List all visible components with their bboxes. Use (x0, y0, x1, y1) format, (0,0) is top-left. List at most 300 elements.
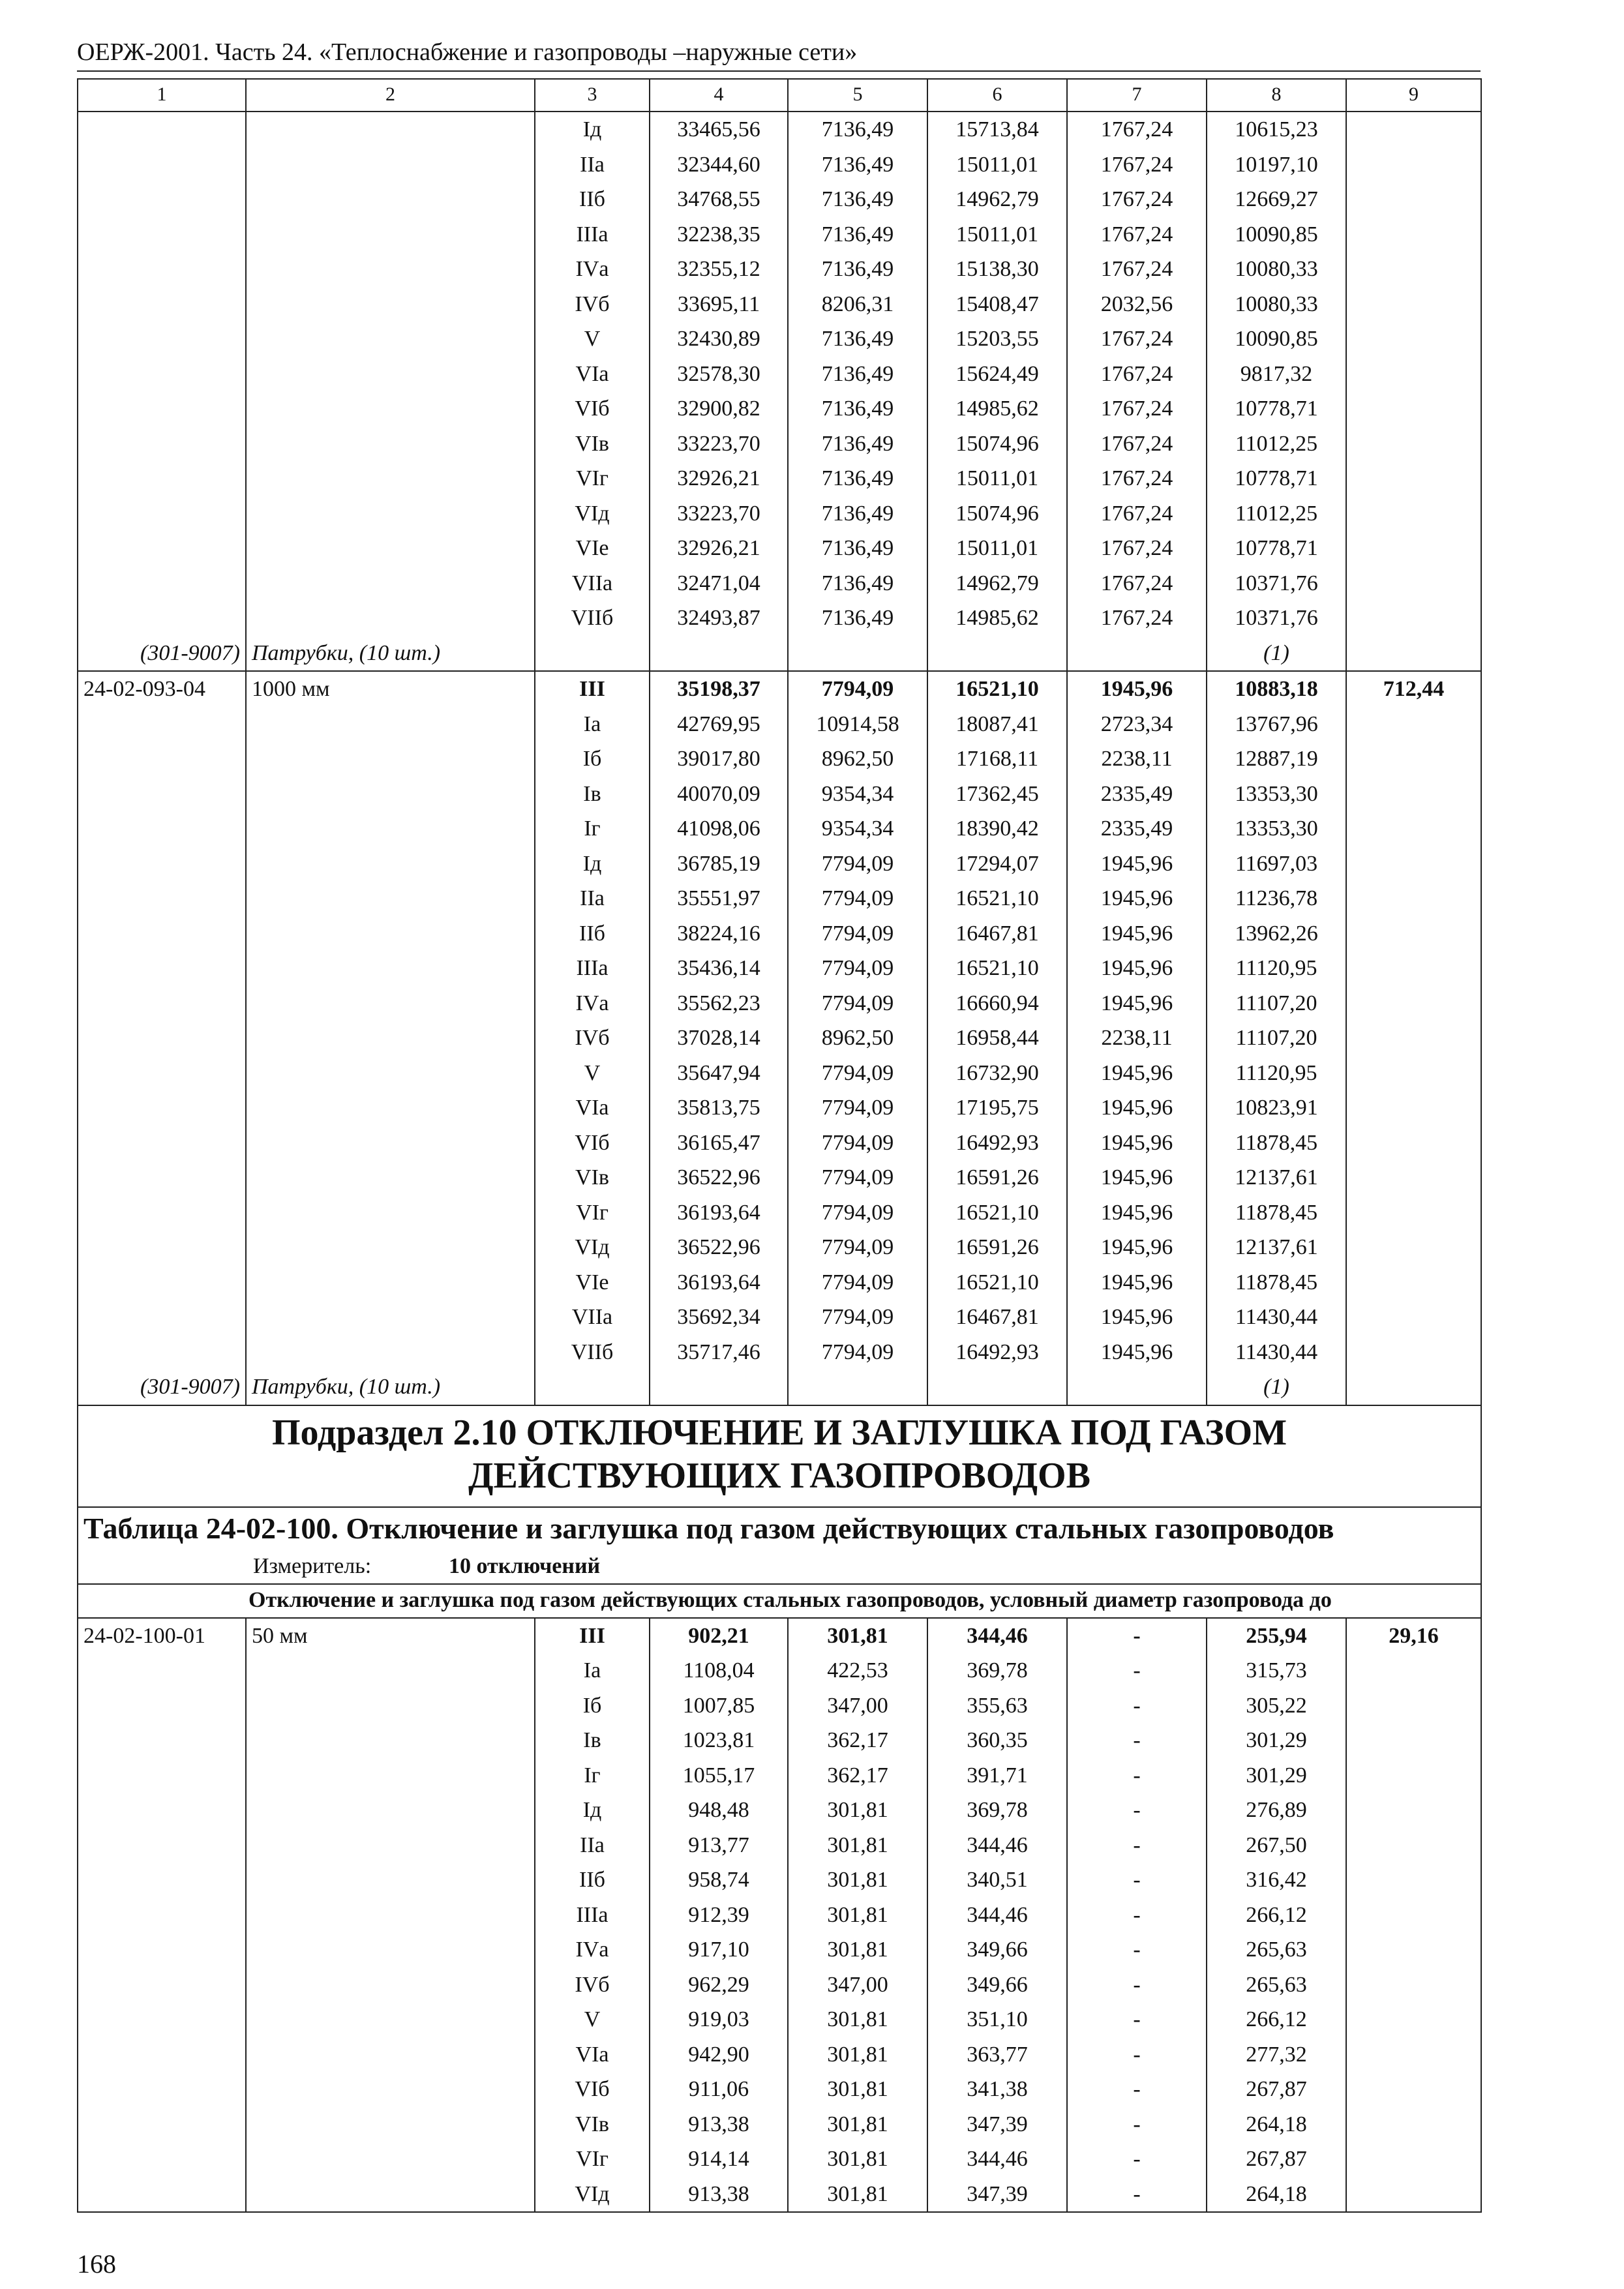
table-row (78, 252, 1481, 287)
value-cell: 16492,93 (927, 1335, 1067, 1370)
value-cell: 266,12 (1207, 1898, 1346, 1933)
col9-cell (1346, 777, 1481, 812)
value-cell: 32926,21 (650, 461, 788, 496)
value-cell: 17294,07 (927, 846, 1067, 882)
value-cell: 349,66 (927, 1967, 1067, 2003)
value-cell: 913,38 (650, 2177, 788, 2213)
table-row (78, 2037, 1481, 2072)
value-cell: 8962,50 (788, 741, 927, 777)
value-cell: 1767,24 (1067, 322, 1207, 357)
value-cell: 1945,96 (1067, 1126, 1207, 1161)
value-cell: 32900,82 (650, 391, 788, 426)
value-cell: 301,81 (788, 1618, 927, 1654)
zone-cell: IIб (535, 182, 650, 217)
value-cell: - (1067, 2037, 1207, 2072)
code-cell (78, 391, 246, 426)
zone-cell: Iа (535, 707, 650, 742)
value-cell: 15011,01 (927, 531, 1067, 566)
name-cell (246, 741, 535, 777)
value-cell: 10371,76 (1207, 601, 1346, 636)
name-cell (246, 391, 535, 426)
value-cell: 255,94 (1207, 1618, 1346, 1654)
table-row (78, 566, 1481, 601)
value-cell: 902,21 (650, 1618, 788, 1654)
value-cell: 1945,96 (1067, 986, 1207, 1021)
table-row (78, 391, 1481, 426)
value-cell: 316,42 (1207, 1863, 1346, 1898)
value-cell: 7136,49 (788, 182, 927, 217)
value-cell: 7794,09 (788, 986, 927, 1021)
value-cell: 301,81 (788, 1898, 927, 1933)
value-cell: 18087,41 (927, 707, 1067, 742)
value-cell: 7794,09 (788, 1126, 927, 1161)
zone-cell: IVа (535, 986, 650, 1021)
col9-cell (1346, 112, 1481, 147)
table-row (78, 2002, 1481, 2037)
value-cell: 1767,24 (1067, 252, 1207, 287)
value-cell: 265,63 (1207, 1932, 1346, 1967)
code-cell (78, 287, 246, 322)
zone-cell: IIIа (535, 217, 650, 252)
value-cell: 919,03 (650, 2002, 788, 2037)
zone-cell: III (535, 1618, 650, 1654)
header-rule (77, 70, 1481, 72)
value-cell: 1767,24 (1067, 112, 1207, 147)
value-cell: 369,78 (927, 1793, 1067, 1828)
value-cell: 344,46 (927, 2142, 1067, 2177)
value-cell: 1945,96 (1067, 1056, 1207, 1091)
col9-cell (1346, 1653, 1481, 1688)
col9-cell (1346, 252, 1481, 287)
value-cell: 1945,96 (1067, 1335, 1207, 1370)
value-cell: 10371,76 (1207, 566, 1346, 601)
value-cell: 1945,96 (1067, 881, 1207, 916)
value-cell: 7136,49 (788, 322, 927, 357)
zone-cell: Iд (535, 846, 650, 882)
value-cell: 36522,96 (650, 1230, 788, 1265)
value-cell: 1945,96 (1067, 1090, 1207, 1126)
value-cell: - (1067, 2072, 1207, 2107)
zone-cell: Iб (535, 1688, 650, 1724)
value-cell: 422,53 (788, 1653, 927, 1688)
code-cell (78, 531, 246, 566)
zone-cell: VIг (535, 1195, 650, 1231)
zone-cell: Iв (535, 777, 650, 812)
table-row (78, 1195, 1481, 1231)
value-cell: 17362,45 (927, 777, 1067, 812)
col9-cell (1346, 1195, 1481, 1231)
name-cell (246, 1793, 535, 1828)
col9-cell (1346, 1967, 1481, 2003)
value-cell: 7136,49 (788, 461, 927, 496)
table-row (78, 777, 1481, 812)
value-cell: 9354,34 (788, 811, 927, 846)
name-cell (246, 951, 535, 986)
resource-name: Патрубки, (10 шт.) (246, 636, 535, 672)
value-cell: 32430,89 (650, 322, 788, 357)
main-row (78, 1618, 1481, 1654)
name-cell (246, 707, 535, 742)
col9-cell (1346, 881, 1481, 916)
code-cell (78, 1126, 246, 1161)
code-cell (78, 1021, 246, 1056)
value-cell: 7794,09 (788, 1335, 927, 1370)
main-row (78, 671, 1481, 707)
value-cell: 14962,79 (927, 182, 1067, 217)
code-cell (78, 252, 246, 287)
table-title-row (78, 1507, 1481, 1551)
name-cell (246, 287, 535, 322)
zone-cell: IIа (535, 1828, 650, 1863)
value-cell: 1767,24 (1067, 601, 1207, 636)
value-cell: 15011,01 (927, 217, 1067, 252)
code-cell (78, 1688, 246, 1724)
value-cell: 351,10 (927, 2002, 1067, 2037)
code-cell (78, 566, 246, 601)
table-body (78, 79, 1481, 2212)
resource-qty: (1) (1207, 636, 1346, 672)
table-row (78, 461, 1481, 496)
value-cell: - (1067, 2142, 1207, 2177)
code-cell (78, 2072, 246, 2107)
name-cell (246, 777, 535, 812)
code-cell (78, 2177, 246, 2213)
value-cell: 7136,49 (788, 496, 927, 531)
resource-code: (301-9007) (78, 1369, 246, 1405)
table-row (78, 986, 1481, 1021)
value-cell: 1767,24 (1067, 217, 1207, 252)
name-cell (246, 182, 535, 217)
value-cell: 41098,06 (650, 811, 788, 846)
value-cell: 7136,49 (788, 357, 927, 392)
col9-cell: 29,16 (1346, 1618, 1481, 1654)
value-cell: 2723,34 (1067, 707, 1207, 742)
value-cell: 16958,44 (927, 1021, 1067, 1056)
value-cell: 11012,25 (1207, 426, 1346, 462)
empty-cell (788, 636, 927, 672)
zone-cell: V (535, 1056, 650, 1091)
value-cell: 1945,96 (1067, 671, 1207, 707)
col9-cell (1346, 147, 1481, 183)
zone-cell: IVб (535, 1021, 650, 1056)
col9-cell (1346, 741, 1481, 777)
zone-cell: VIе (535, 531, 650, 566)
zone-cell: VIв (535, 2107, 650, 2142)
name-cell (246, 916, 535, 951)
value-cell: 7794,09 (788, 881, 927, 916)
col9-cell (1346, 1688, 1481, 1724)
zone-cell: Iа (535, 1653, 650, 1688)
value-cell: 15011,01 (927, 461, 1067, 496)
col9-cell (1346, 566, 1481, 601)
col9-cell (1346, 1300, 1481, 1335)
value-cell: 2335,49 (1067, 811, 1207, 846)
value-cell: 16591,26 (927, 1160, 1067, 1195)
table-row (78, 601, 1481, 636)
table-row (78, 811, 1481, 846)
zone-cell: IIа (535, 881, 650, 916)
col9-cell (1346, 916, 1481, 951)
value-cell: 10090,85 (1207, 322, 1346, 357)
table-row (78, 2072, 1481, 2107)
value-cell: 913,38 (650, 2107, 788, 2142)
value-cell: 7136,49 (788, 601, 927, 636)
empty-cell (650, 636, 788, 672)
code-cell (78, 1335, 246, 1370)
table-row (78, 531, 1481, 566)
zone-cell: Iб (535, 741, 650, 777)
code-cell (78, 1863, 246, 1898)
zone-cell: VIIа (535, 566, 650, 601)
name-cell (246, 1056, 535, 1091)
value-cell: 305,22 (1207, 1688, 1346, 1724)
value-cell: 1767,24 (1067, 461, 1207, 496)
column-number: 2 (246, 79, 535, 112)
value-cell: 15011,01 (927, 147, 1067, 183)
name-cell (246, 1160, 535, 1195)
value-cell: 40070,09 (650, 777, 788, 812)
value-cell: 341,38 (927, 2072, 1067, 2107)
zone-cell: Iг (535, 1758, 650, 1793)
value-cell: 301,29 (1207, 1723, 1346, 1758)
name-cell (246, 1967, 535, 2003)
code-cell (78, 881, 246, 916)
value-cell: 18390,42 (927, 811, 1067, 846)
col9-cell (1346, 1335, 1481, 1370)
table-row (78, 1230, 1481, 1265)
value-cell: 1945,96 (1067, 1300, 1207, 1335)
code-cell (78, 1898, 246, 1933)
code-cell (78, 112, 246, 147)
value-cell: 7794,09 (788, 671, 927, 707)
value-cell: 38224,16 (650, 916, 788, 951)
value-cell: 16467,81 (927, 916, 1067, 951)
zone-cell: VIб (535, 1126, 650, 1161)
value-cell: 15203,55 (927, 322, 1067, 357)
table-row (78, 916, 1481, 951)
name-cell (246, 1126, 535, 1161)
value-cell: 36193,64 (650, 1265, 788, 1300)
name-cell (246, 1090, 535, 1126)
value-cell: 347,39 (927, 2107, 1067, 2142)
value-cell: 32355,12 (650, 252, 788, 287)
value-cell: 10883,18 (1207, 671, 1346, 707)
name-cell (246, 1195, 535, 1231)
code-cell (78, 1300, 246, 1335)
code-cell (78, 2037, 246, 2072)
zone-cell: VIв (535, 426, 650, 462)
value-cell: 2335,49 (1067, 777, 1207, 812)
value-cell: 36522,96 (650, 1160, 788, 1195)
value-cell: 301,81 (788, 2107, 927, 2142)
value-cell: 1007,85 (650, 1688, 788, 1724)
name-cell (246, 357, 535, 392)
document-header: ОЕРЖ-2001. Часть 24. «Теплоснабжение и газопроводы –наружные сети» (77, 38, 858, 66)
name-cell (246, 2002, 535, 2037)
zone-cell: VIа (535, 2037, 650, 2072)
measure-cell (78, 1551, 1481, 1584)
table-row (78, 357, 1481, 392)
value-cell: 913,77 (650, 1828, 788, 1863)
name-cell (246, 846, 535, 882)
value-cell: - (1067, 1618, 1207, 1654)
price-table (77, 78, 1482, 2213)
value-cell: 10778,71 (1207, 461, 1346, 496)
value-cell: 301,81 (788, 1863, 927, 1898)
empty-cell (1346, 636, 1481, 672)
value-cell: 11697,03 (1207, 846, 1346, 882)
code-cell (78, 1160, 246, 1195)
value-cell: 17168,11 (927, 741, 1067, 777)
value-cell: - (1067, 2107, 1207, 2142)
value-cell: 16660,94 (927, 986, 1067, 1021)
value-cell: - (1067, 1898, 1207, 1933)
table-description: Отключение и заглушка под газом действующих стальных газопроводов, условный диаметр газопровода до (246, 1584, 1481, 1618)
value-cell: 11107,20 (1207, 986, 1346, 1021)
value-cell: 301,81 (788, 2002, 927, 2037)
value-cell: 35198,37 (650, 671, 788, 707)
value-cell: 362,17 (788, 1723, 927, 1758)
value-cell: 13962,26 (1207, 916, 1346, 951)
value-cell: 36785,19 (650, 846, 788, 882)
value-cell: 7794,09 (788, 1056, 927, 1091)
zone-cell: III (535, 671, 650, 707)
table-title: Таблица 24-02-100. Отключение и заглушка под газом действующих стальных газопроводов (78, 1507, 1481, 1551)
name-cell (246, 601, 535, 636)
col9-cell (1346, 1758, 1481, 1793)
col9-cell (1346, 1160, 1481, 1195)
resource-qty: (1) (1207, 1369, 1346, 1405)
name-cell (246, 426, 535, 462)
value-cell: 14962,79 (927, 566, 1067, 601)
code-cell (78, 741, 246, 777)
col9-cell (1346, 707, 1481, 742)
value-cell: 10080,33 (1207, 287, 1346, 322)
value-cell: 362,17 (788, 1758, 927, 1793)
value-cell: 7794,09 (788, 1160, 927, 1195)
value-cell: 301,81 (788, 2072, 927, 2107)
value-cell: 276,89 (1207, 1793, 1346, 1828)
name-cell (246, 1828, 535, 1863)
value-cell: 277,32 (1207, 2037, 1346, 2072)
value-cell: 11430,44 (1207, 1335, 1346, 1370)
zone-cell: IIIа (535, 1898, 650, 1933)
value-cell: 13353,30 (1207, 777, 1346, 812)
page-number: 168 (77, 2249, 116, 2279)
value-cell: 363,77 (927, 2037, 1067, 2072)
table-row (78, 217, 1481, 252)
code-cell (78, 182, 246, 217)
zone-cell: V (535, 2002, 650, 2037)
code-cell (78, 461, 246, 496)
value-cell: 12669,27 (1207, 182, 1346, 217)
col9-cell (1346, 357, 1481, 392)
value-cell: 16732,90 (927, 1056, 1067, 1091)
zone-cell: Iд (535, 112, 650, 147)
col9-cell (1346, 1021, 1481, 1056)
table-row (78, 426, 1481, 462)
value-cell: 10778,71 (1207, 391, 1346, 426)
table-row (78, 1056, 1481, 1091)
zone-cell: IIб (535, 1863, 650, 1898)
value-cell: 36165,47 (650, 1126, 788, 1161)
code-cell (78, 811, 246, 846)
name-cell (246, 2142, 535, 2177)
value-cell: 369,78 (927, 1653, 1067, 1688)
code-cell (78, 1758, 246, 1793)
col9-cell (1346, 951, 1481, 986)
value-cell: 1945,96 (1067, 1195, 1207, 1231)
value-cell: 16467,81 (927, 1300, 1067, 1335)
value-cell: 11107,20 (1207, 1021, 1346, 1056)
value-cell: 2032,56 (1067, 287, 1207, 322)
value-cell: 15713,84 (927, 112, 1067, 147)
col9-cell (1346, 1723, 1481, 1758)
code-cell (78, 1932, 246, 1967)
table-row (78, 1758, 1481, 1793)
col9-cell (1346, 182, 1481, 217)
col9-cell (1346, 2037, 1481, 2072)
zone-cell: VIIб (535, 1335, 650, 1370)
table-row (78, 496, 1481, 531)
col9-cell (1346, 2072, 1481, 2107)
empty-cell (650, 1369, 788, 1405)
value-cell: 8206,31 (788, 287, 927, 322)
col9-cell (1346, 846, 1481, 882)
code-cell (78, 1653, 246, 1688)
value-cell: 340,51 (927, 1863, 1067, 1898)
zone-cell: IVа (535, 252, 650, 287)
value-cell: 13767,96 (1207, 707, 1346, 742)
value-cell: 1767,24 (1067, 496, 1207, 531)
code-cell: 24-02-100-01 (78, 1618, 246, 1654)
col9-cell (1346, 322, 1481, 357)
col9-cell (1346, 1090, 1481, 1126)
code-cell (78, 951, 246, 986)
value-cell: 35692,34 (650, 1300, 788, 1335)
col9-cell (1346, 2107, 1481, 2142)
value-cell: 11120,95 (1207, 951, 1346, 986)
value-cell: 1945,96 (1067, 1160, 1207, 1195)
col9-cell (1346, 1932, 1481, 1967)
empty-cell (788, 1369, 927, 1405)
name-cell (246, 1300, 535, 1335)
col9-cell (1346, 1265, 1481, 1300)
col9-cell (1346, 287, 1481, 322)
zone-cell: IVб (535, 1967, 650, 2003)
value-cell: 267,50 (1207, 1828, 1346, 1863)
code-cell (78, 601, 246, 636)
measure-label: Измеритель: (253, 1553, 372, 1578)
name-cell (246, 1265, 535, 1300)
value-cell: 35717,46 (650, 1335, 788, 1370)
table-row (78, 1967, 1481, 2003)
value-cell: 7136,49 (788, 531, 927, 566)
value-cell: 301,81 (788, 2142, 927, 2177)
empty-cell (535, 636, 650, 672)
value-cell: 7136,49 (788, 252, 927, 287)
value-cell: 16521,10 (927, 1265, 1067, 1300)
zone-cell: VIа (535, 1090, 650, 1126)
table-row (78, 1300, 1481, 1335)
table-row (78, 1126, 1481, 1161)
column-number: 3 (535, 79, 650, 112)
code-cell (78, 1195, 246, 1231)
col9-cell (1346, 601, 1481, 636)
value-cell: 2238,11 (1067, 741, 1207, 777)
col9-cell (1346, 496, 1481, 531)
col9-cell (1346, 1230, 1481, 1265)
